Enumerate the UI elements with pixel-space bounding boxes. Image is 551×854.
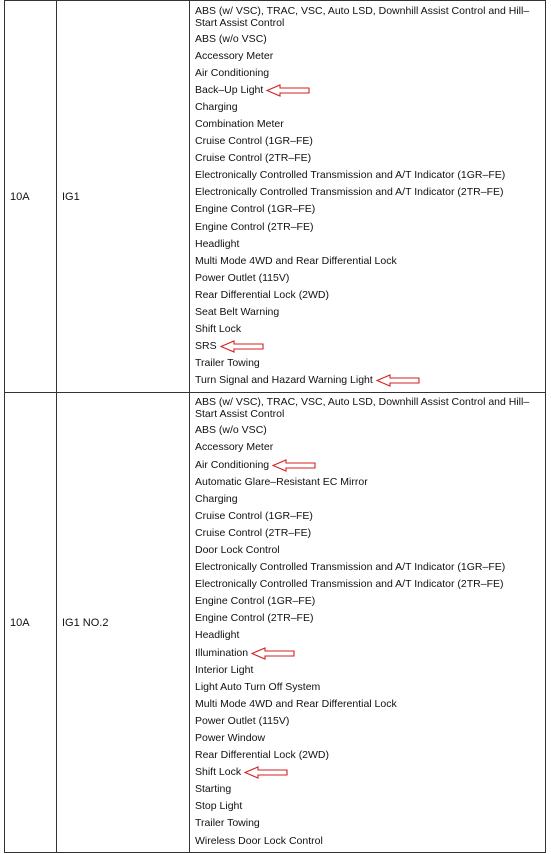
list-item	[190, 679, 545, 696]
circuit-label: Shift Lock	[195, 766, 242, 779]
circuit-label: Cruise Control (1GR–FE)	[195, 509, 313, 522]
circuit-label: Engine Control (2TR–FE)	[195, 612, 314, 625]
list-item	[190, 833, 545, 850]
circuit-label: Charging	[195, 100, 238, 113]
list-item	[190, 422, 545, 439]
list-item	[190, 167, 545, 184]
list-item	[190, 747, 545, 764]
list-item	[190, 99, 545, 116]
list-item	[190, 304, 545, 321]
amperage-cell: 10A	[5, 1, 57, 393]
circuit-list	[190, 395, 545, 849]
list-item	[190, 236, 545, 253]
circuit-label: Power Window	[195, 732, 266, 745]
circuit-label: SRS	[195, 340, 217, 353]
list-item	[190, 610, 545, 627]
circuit-label: Wireless Door Lock Control	[195, 834, 323, 847]
table-row	[5, 393, 546, 853]
list-item	[190, 133, 545, 150]
circuit-list-cell	[190, 1, 546, 393]
circuit-label: Charging	[195, 492, 238, 505]
list-item	[190, 542, 545, 559]
list-item	[190, 593, 545, 610]
pointer-arrow-icon	[220, 340, 264, 353]
circuit-label: Engine Control (1GR–FE)	[195, 203, 316, 216]
pointer-arrow-icon	[244, 766, 288, 779]
table-row	[5, 1, 546, 393]
list-item	[190, 287, 545, 304]
list-item	[190, 798, 545, 815]
circuit-label: Trailer Towing	[195, 357, 260, 370]
list-item	[190, 116, 545, 133]
list-item	[190, 4, 545, 31]
list-item	[190, 627, 545, 644]
list-item	[190, 270, 545, 287]
list-item	[190, 150, 545, 167]
list-item	[190, 439, 545, 456]
circuit-label: Turn Signal and Hazard Warning Light	[195, 374, 373, 387]
circuit-label: Air Conditioning	[195, 66, 270, 79]
circuit-label: ABS (w/ VSC), TRAC, VSC, Auto LSD, Downhill Assist Control and Hill–Start Assist Control	[195, 4, 530, 29]
fuse-table	[4, 0, 546, 853]
list-item	[190, 474, 545, 491]
circuit-label: Electronically Controlled Transmission and A/T Indicator (1GR–FE)	[195, 561, 506, 574]
list-item	[190, 201, 545, 218]
circuit-label: Engine Control (2TR–FE)	[195, 220, 314, 233]
list-item	[190, 338, 545, 355]
list-item	[190, 355, 545, 372]
list-item	[190, 65, 545, 82]
pointer-arrow-icon	[266, 84, 310, 97]
circuit-label: Cruise Control (1GR–FE)	[195, 135, 313, 148]
list-item	[190, 82, 545, 99]
list-item	[190, 696, 545, 713]
list-item	[190, 576, 545, 593]
circuit-label: Trailer Towing	[195, 817, 260, 830]
list-item	[190, 491, 545, 508]
circuit-label: ABS (w/ VSC), TRAC, VSC, Auto LSD, Downhill Assist Control and Hill–Start Assist Control	[195, 396, 530, 421]
circuit-label: Door Lock Control	[195, 543, 280, 556]
circuit-label: Interior Light	[195, 663, 254, 676]
list-item	[190, 457, 545, 474]
list-item	[190, 645, 545, 662]
list-item	[190, 31, 545, 48]
list-item	[190, 184, 545, 201]
circuit-label: Accessory Meter	[195, 49, 274, 62]
list-item	[190, 219, 545, 236]
circuit-label: ABS (w/o VSC)	[195, 32, 267, 45]
circuit-label: Back–Up Light	[195, 83, 264, 96]
circuit-label: Automatic Glare–Resistant EC Mirror	[195, 475, 368, 488]
pointer-arrow-icon	[376, 374, 420, 387]
fuse-name-cell: IG1	[57, 1, 190, 393]
circuit-label: Rear Differential Lock (2WD)	[195, 749, 330, 762]
circuit-label: Cruise Control (2TR–FE)	[195, 152, 312, 165]
circuit-label: Rear Differential Lock (2WD)	[195, 288, 330, 301]
list-item	[190, 781, 545, 798]
circuit-list	[190, 4, 545, 390]
circuit-label: Air Conditioning	[195, 458, 270, 471]
list-item	[190, 253, 545, 270]
list-item	[190, 372, 545, 389]
circuit-label: Multi Mode 4WD and Rear Differential Lock	[195, 697, 397, 710]
circuit-label: Illumination	[195, 646, 249, 659]
list-item	[190, 48, 545, 65]
list-item	[190, 713, 545, 730]
list-item	[190, 321, 545, 338]
circuit-label: Cruise Control (2TR–FE)	[195, 526, 312, 539]
pointer-arrow-icon	[272, 459, 316, 472]
circuit-label: Multi Mode 4WD and Rear Differential Lock	[195, 254, 397, 267]
list-item	[190, 764, 545, 781]
circuit-label: Electronically Controlled Transmission and A/T Indicator (1GR–FE)	[195, 169, 506, 182]
circuit-label: Power Outlet (115V)	[195, 714, 290, 727]
circuit-label: Electronically Controlled Transmission and A/T Indicator (2TR–FE)	[195, 186, 504, 199]
list-item	[190, 730, 545, 747]
list-item	[190, 559, 545, 576]
circuit-label: Seat Belt Warning	[195, 306, 280, 319]
circuit-label: Light Auto Turn Off System	[195, 680, 321, 693]
circuit-label: Electronically Controlled Transmission and A/T Indicator (2TR–FE)	[195, 578, 504, 591]
list-item	[190, 395, 545, 422]
circuit-label: Stop Light	[195, 800, 243, 813]
circuit-label: Shift Lock	[195, 323, 242, 336]
circuit-label: Headlight	[195, 237, 240, 250]
circuit-label: Power Outlet (115V)	[195, 271, 290, 284]
circuit-label: Starting	[195, 783, 232, 796]
circuit-label: Engine Control (1GR–FE)	[195, 595, 316, 608]
pointer-arrow-icon	[251, 647, 295, 660]
circuit-label: Accessory Meter	[195, 441, 274, 454]
circuit-label: Combination Meter	[195, 117, 284, 130]
circuit-label: ABS (w/o VSC)	[195, 424, 267, 437]
amperage-cell: 10A	[5, 393, 57, 853]
list-item	[190, 525, 545, 542]
circuit-list-cell	[190, 393, 546, 853]
fuse-name-cell: IG1 NO.2	[57, 393, 190, 853]
list-item	[190, 815, 545, 832]
list-item	[190, 508, 545, 525]
circuit-label: Headlight	[195, 629, 240, 642]
list-item	[190, 662, 545, 679]
